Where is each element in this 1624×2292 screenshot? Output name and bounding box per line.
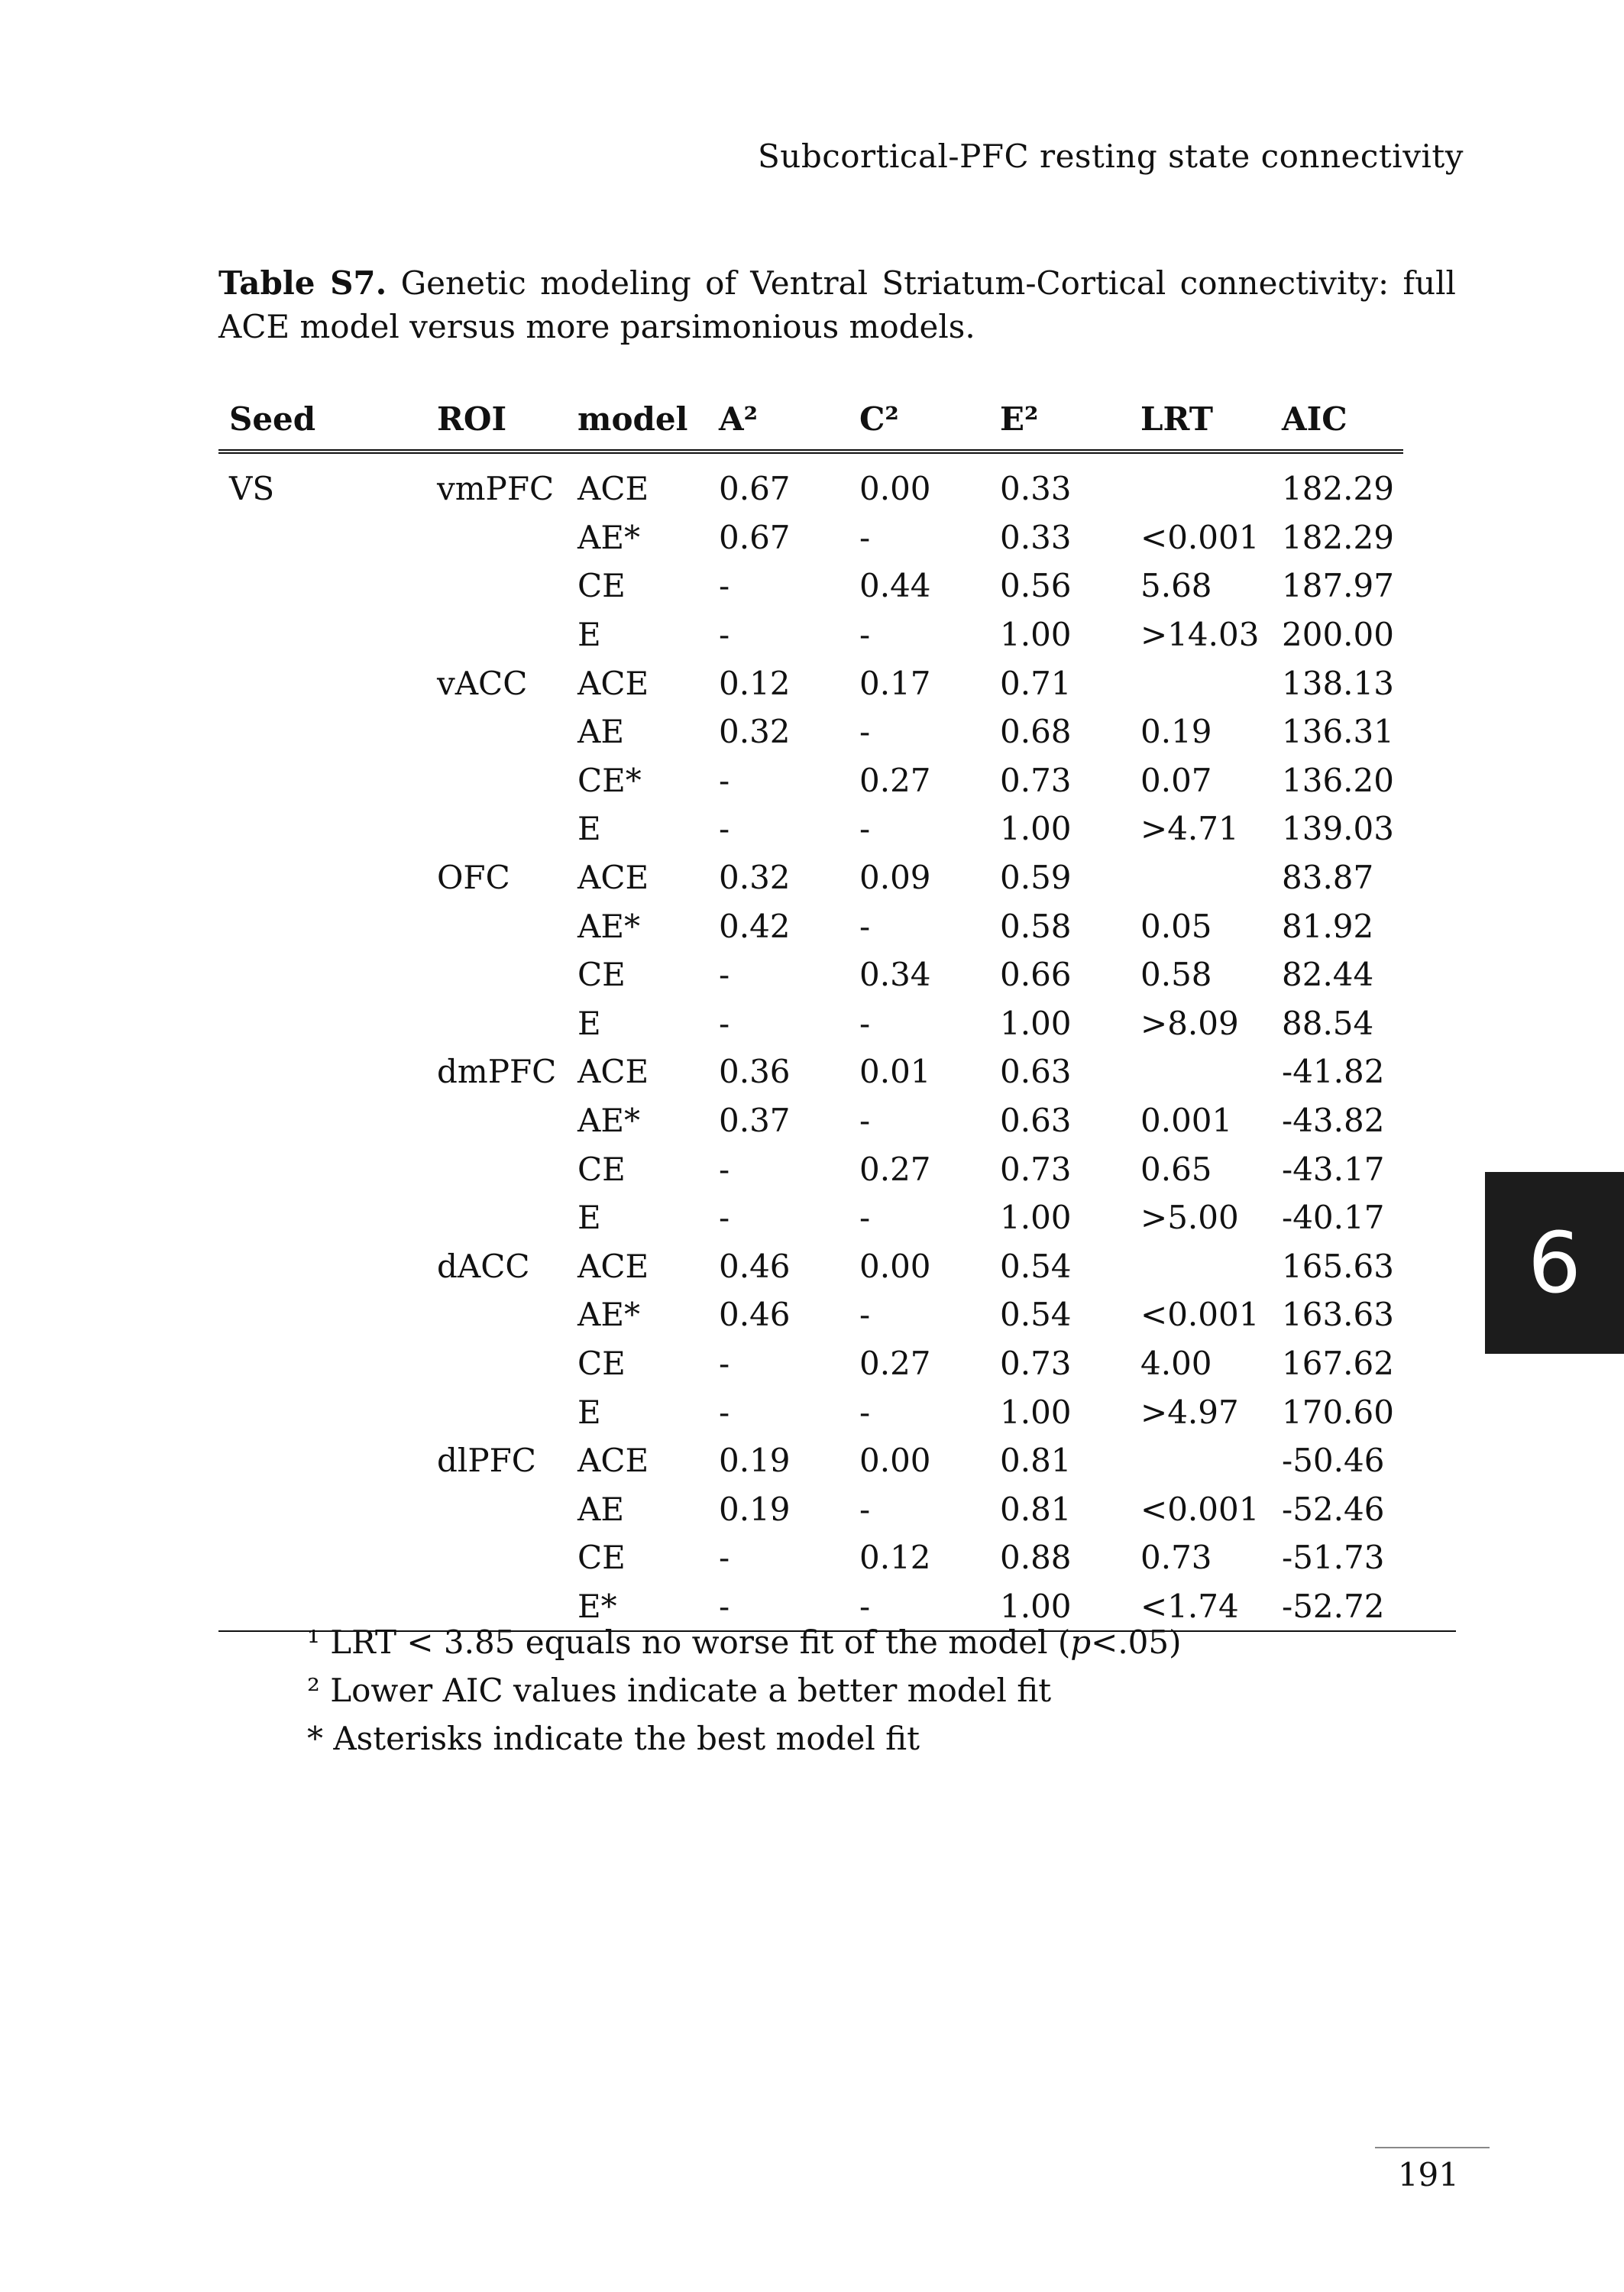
cell-aic: -43.17 xyxy=(1282,1150,1385,1188)
cell-model: CE xyxy=(577,956,626,994)
cell-e2: 0.68 xyxy=(1000,713,1072,751)
cell-a2: 0.46 xyxy=(719,1296,791,1334)
cell-aic: 136.31 xyxy=(1282,713,1394,751)
cell-model: AE* xyxy=(577,907,640,945)
cell-seed xyxy=(218,1193,426,1242)
cell-e2: 0.73 xyxy=(1000,1344,1072,1382)
cell-aic: 136.20 xyxy=(1282,761,1394,799)
cell-lrt: >8.09 xyxy=(1140,1004,1239,1042)
cell-lrt xyxy=(1130,1047,1271,1096)
cell-model: AE xyxy=(577,1490,624,1528)
table-caption xyxy=(218,261,1456,348)
cell-roi: vmPFC xyxy=(437,470,555,508)
cell-a2: - xyxy=(719,1150,730,1188)
cell-e2: 0.71 xyxy=(1000,664,1072,702)
cell-a2: 0.19 xyxy=(719,1490,791,1528)
header-c2: C² xyxy=(849,388,989,452)
cell-roi xyxy=(426,1339,567,1388)
table-row xyxy=(218,659,1456,707)
header-spacer xyxy=(1403,388,1456,452)
cell-e2: 0.88 xyxy=(1000,1539,1072,1577)
page-number-rule xyxy=(1375,2147,1490,2148)
row-spacer xyxy=(1403,452,1456,513)
note-aic: ² Lower AIC values indicate a better model fit xyxy=(307,1672,1052,1709)
cell-lrt: <0.001 xyxy=(1140,518,1260,556)
chapter-tab: 6 xyxy=(1485,1172,1624,1354)
running-head: Subcortical-PFC resting state connectivity xyxy=(758,138,1464,175)
cell-aic: 88.54 xyxy=(1282,1004,1374,1042)
cell-lrt: 5.68 xyxy=(1140,567,1212,605)
cell-c2: - xyxy=(859,1393,871,1431)
table-row xyxy=(218,1484,1456,1533)
cell-c2: 0.27 xyxy=(859,761,931,799)
cell-seed xyxy=(218,1047,426,1096)
note-lrt-p: p xyxy=(1070,1624,1092,1661)
cell-model: AE* xyxy=(577,1102,640,1140)
cell-roi xyxy=(426,1193,567,1242)
cell-a2: 0.67 xyxy=(719,470,791,508)
cell-c2: - xyxy=(859,1199,871,1237)
row-spacer xyxy=(1403,707,1456,756)
cell-c2: - xyxy=(859,1004,871,1042)
cell-a2: 0.36 xyxy=(719,1053,791,1091)
cell-c2: 0.00 xyxy=(859,470,931,508)
cell-e2: 0.59 xyxy=(1000,859,1072,897)
cell-model: CE xyxy=(577,1150,626,1188)
row-spacer xyxy=(1403,950,1456,999)
cell-a2: - xyxy=(719,1199,730,1237)
cell-lrt: 4.00 xyxy=(1140,1344,1212,1382)
cell-roi xyxy=(426,562,567,610)
cell-e2: 1.00 xyxy=(1000,616,1072,654)
cell-e2: 0.73 xyxy=(1000,761,1072,799)
table-row xyxy=(218,756,1456,805)
table-row xyxy=(218,1144,1456,1193)
cell-aic: 182.29 xyxy=(1282,470,1394,508)
cell-a2: - xyxy=(719,1004,730,1042)
cell-a2: - xyxy=(719,810,730,848)
cell-c2: 0.27 xyxy=(859,1344,931,1382)
cell-seed xyxy=(218,707,426,756)
cell-aic: -41.82 xyxy=(1282,1053,1385,1091)
table-row xyxy=(218,610,1456,659)
cell-e2: 1.00 xyxy=(1000,1199,1072,1237)
cell-model: ACE xyxy=(577,1247,649,1285)
cell-lrt: <0.001 xyxy=(1140,1490,1260,1528)
row-spacer xyxy=(1403,1582,1456,1632)
cell-lrt xyxy=(1130,1242,1271,1291)
cell-seed xyxy=(218,1096,426,1145)
row-spacer xyxy=(1403,1047,1456,1096)
cell-aic: 170.60 xyxy=(1282,1393,1394,1431)
cell-roi xyxy=(426,950,567,999)
cell-roi xyxy=(426,1096,567,1145)
cell-e2: 0.81 xyxy=(1000,1490,1072,1528)
note-lrt-post: <.05) xyxy=(1091,1624,1182,1661)
cell-e2: 1.00 xyxy=(1000,1004,1072,1042)
cell-lrt: >4.97 xyxy=(1140,1393,1239,1431)
table-notes xyxy=(307,1618,1182,1763)
cell-model: ACE xyxy=(577,664,649,702)
row-spacer xyxy=(1403,1290,1456,1339)
cell-a2: - xyxy=(719,1344,730,1382)
cell-model: AE xyxy=(577,713,624,751)
cell-aic: 138.13 xyxy=(1282,664,1394,702)
cell-roi xyxy=(426,1533,567,1582)
cell-a2: - xyxy=(719,956,730,994)
cell-seed xyxy=(218,562,426,610)
cell-a2: - xyxy=(719,761,730,799)
cell-model: CE xyxy=(577,1344,626,1382)
cell-a2: - xyxy=(719,616,730,654)
cell-e2: 0.33 xyxy=(1000,470,1072,508)
cell-c2: 0.00 xyxy=(859,1442,931,1480)
cell-roi xyxy=(426,513,567,562)
cell-a2: - xyxy=(719,567,730,605)
row-spacer xyxy=(1403,562,1456,610)
cell-e2: 0.81 xyxy=(1000,1442,1072,1480)
cell-lrt xyxy=(1130,1436,1271,1485)
cell-lrt xyxy=(1130,659,1271,707)
table-row xyxy=(218,452,1456,513)
cell-roi xyxy=(426,1484,567,1533)
genetic-modeling-table xyxy=(218,388,1456,1632)
cell-model: E* xyxy=(567,1582,708,1632)
row-spacer xyxy=(1403,610,1456,659)
table-row xyxy=(218,804,1456,853)
header-roi: ROI xyxy=(426,388,567,452)
cell-a2: - xyxy=(719,1539,730,1577)
cell-model: ACE xyxy=(577,470,649,508)
row-spacer xyxy=(1403,1484,1456,1533)
cell-e2: 0.58 xyxy=(1000,907,1072,945)
cell-a2: - xyxy=(719,1393,730,1431)
cell-aic: -51.73 xyxy=(1282,1539,1385,1577)
row-spacer xyxy=(1403,1436,1456,1485)
row-spacer xyxy=(1403,1096,1456,1145)
table-row xyxy=(218,1387,1456,1436)
cell-aic: 182.29 xyxy=(1282,518,1394,556)
cell-seed xyxy=(218,1144,426,1193)
caption-label: Table S7. xyxy=(218,264,387,302)
cell-c2: - xyxy=(859,1296,871,1334)
cell-model: CE xyxy=(577,1539,626,1577)
cell-roi xyxy=(426,1144,567,1193)
table-row xyxy=(218,1047,1456,1096)
cell-c2: 0.12 xyxy=(859,1539,931,1577)
cell-model: AE* xyxy=(577,1296,640,1334)
cell-seed xyxy=(218,1484,426,1533)
note-lrt xyxy=(307,1618,1182,1666)
header-aic: AIC xyxy=(1271,388,1403,452)
cell-model: ACE xyxy=(577,1053,649,1091)
cell-seed xyxy=(218,756,426,805)
cell-c2: 0.27 xyxy=(859,1150,931,1188)
cell-lrt xyxy=(1130,452,1271,513)
note-asterisk: * Asterisks indicate the best model fit xyxy=(307,1720,920,1757)
row-spacer xyxy=(1403,853,1456,902)
page-number: 191 xyxy=(1397,2156,1459,2193)
row-spacer xyxy=(1403,1242,1456,1291)
cell-c2: - xyxy=(859,1102,871,1140)
cell-e2: 0.66 xyxy=(1000,956,1072,994)
cell-seed xyxy=(218,999,426,1048)
cell-c2: 0.17 xyxy=(859,664,931,702)
cell-roi xyxy=(426,707,567,756)
cell-lrt xyxy=(1130,853,1271,902)
header-seed: Seed xyxy=(218,388,426,452)
cell-seed xyxy=(218,1290,426,1339)
cell-c2: - xyxy=(859,1490,871,1528)
cell-model: E xyxy=(577,810,601,848)
cell-model: CE xyxy=(577,567,626,605)
row-spacer xyxy=(1403,756,1456,805)
cell-seed xyxy=(218,513,426,562)
caption-text: Genetic modeling of Ventral Striatum-Cortical connectivity: full ACE model versus more parsimonious models. xyxy=(218,264,1456,345)
cell-roi: dmPFC xyxy=(437,1053,557,1091)
cell-a2: 0.32 xyxy=(719,713,791,751)
header-lrt: LRT xyxy=(1130,388,1271,452)
cell-seed xyxy=(218,902,426,950)
cell-seed xyxy=(218,659,426,707)
cell-roi: OFC xyxy=(437,859,510,897)
cell-model: ACE xyxy=(577,859,649,897)
cell-aic: -52.72 xyxy=(1271,1582,1403,1632)
cell-c2: - xyxy=(859,907,871,945)
cell-c2: - xyxy=(859,810,871,848)
cell-aic: 163.63 xyxy=(1282,1296,1394,1334)
table-row xyxy=(218,562,1456,610)
cell-roi xyxy=(426,902,567,950)
cell-c2: - xyxy=(849,1582,989,1632)
cell-aic: 139.03 xyxy=(1282,810,1394,848)
row-spacer xyxy=(1403,1339,1456,1388)
cell-a2: 0.37 xyxy=(719,1102,791,1140)
cell-model: E xyxy=(577,1393,601,1431)
cell-aic: 167.62 xyxy=(1282,1344,1394,1382)
table-row xyxy=(218,902,1456,950)
cell-lrt: 0.19 xyxy=(1140,713,1212,751)
cell-aic: -50.46 xyxy=(1282,1442,1385,1480)
note-lrt-pre: ¹ LRT < 3.85 equals no worse fit of the model ( xyxy=(307,1624,1071,1661)
cell-aic: 82.44 xyxy=(1282,956,1374,994)
cell-aic: -43.82 xyxy=(1282,1102,1385,1140)
cell-c2: 0.34 xyxy=(859,956,931,994)
cell-aic: 187.97 xyxy=(1282,567,1394,605)
cell-seed xyxy=(218,1339,426,1388)
cell-a2: 0.67 xyxy=(719,518,791,556)
row-spacer xyxy=(1403,902,1456,950)
cell-roi: dlPFC xyxy=(437,1442,536,1480)
cell-model: E xyxy=(577,1199,601,1237)
header-e2: E² xyxy=(989,388,1130,452)
cell-seed xyxy=(218,610,426,659)
cell-lrt: 0.58 xyxy=(1140,956,1212,994)
cell-c2: 0.44 xyxy=(859,567,931,605)
table-row xyxy=(218,1339,1456,1388)
cell-a2: - xyxy=(708,1582,849,1632)
cell-c2: 0.00 xyxy=(859,1247,931,1285)
table-row xyxy=(218,1096,1456,1145)
cell-seed xyxy=(218,1242,426,1291)
cell-seed xyxy=(218,1533,426,1582)
cell-e2: 0.63 xyxy=(1000,1053,1072,1091)
cell-e2: 0.54 xyxy=(1000,1296,1072,1334)
cell-a2: 0.42 xyxy=(719,907,791,945)
cell-model: CE* xyxy=(577,761,642,799)
cell-lrt: >14.03 xyxy=(1140,616,1260,654)
cell-lrt: 0.05 xyxy=(1140,907,1212,945)
table-body xyxy=(218,452,1456,1631)
cell-e2: 1.00 xyxy=(1000,1393,1072,1431)
cell-a2: 0.12 xyxy=(719,664,791,702)
cell-aic: 165.63 xyxy=(1282,1247,1394,1285)
cell-roi xyxy=(426,999,567,1048)
row-spacer xyxy=(1403,999,1456,1048)
cell-c2: - xyxy=(859,616,871,654)
cell-a2: 0.32 xyxy=(719,859,791,897)
cell-lrt: <0.001 xyxy=(1140,1296,1260,1334)
table-row xyxy=(218,853,1456,902)
cell-lrt: 0.001 xyxy=(1140,1102,1233,1140)
table-row xyxy=(218,1290,1456,1339)
header-model: model xyxy=(567,388,708,452)
table-row xyxy=(218,1193,1456,1242)
cell-seed xyxy=(218,804,426,853)
cell-lrt: <1.74 xyxy=(1130,1582,1271,1632)
cell-a2: 0.19 xyxy=(719,1442,791,1480)
row-spacer xyxy=(1403,804,1456,853)
table-header-row xyxy=(218,388,1456,452)
cell-roi: dACC xyxy=(437,1247,530,1285)
cell-roi xyxy=(426,804,567,853)
header-a2: A² xyxy=(708,388,849,452)
table-row xyxy=(218,513,1456,562)
cell-model: ACE xyxy=(577,1442,649,1480)
cell-e2: 1.00 xyxy=(989,1582,1130,1632)
cell-roi: vACC xyxy=(437,664,528,702)
row-spacer xyxy=(1403,1193,1456,1242)
cell-e2: 0.63 xyxy=(1000,1102,1072,1140)
table-row xyxy=(218,1242,1456,1291)
table-row xyxy=(218,950,1456,999)
cell-aic: 83.87 xyxy=(1282,859,1374,897)
cell-c2: - xyxy=(859,518,871,556)
cell-c2: - xyxy=(859,713,871,751)
cell-aic: 200.00 xyxy=(1282,616,1394,654)
table-row xyxy=(218,1436,1456,1485)
row-spacer xyxy=(1403,659,1456,707)
cell-aic: -40.17 xyxy=(1282,1199,1385,1237)
cell-e2: 1.00 xyxy=(1000,810,1072,848)
cell-c2: 0.01 xyxy=(859,1053,931,1091)
cell-c2: 0.09 xyxy=(859,859,931,897)
cell-e2: 0.54 xyxy=(1000,1247,1072,1285)
cell-lrt: 0.07 xyxy=(1140,761,1212,799)
cell-lrt: 0.73 xyxy=(1140,1539,1212,1577)
table-row xyxy=(218,999,1456,1048)
cell-seed xyxy=(218,853,426,902)
cell-roi xyxy=(426,610,567,659)
row-spacer xyxy=(1403,1387,1456,1436)
cell-model: AE* xyxy=(577,518,640,556)
row-spacer xyxy=(1403,513,1456,562)
table-row xyxy=(218,707,1456,756)
cell-roi xyxy=(426,756,567,805)
cell-lrt: 0.65 xyxy=(1140,1150,1212,1188)
cell-aic: 81.92 xyxy=(1282,907,1374,945)
cell-seed xyxy=(218,1436,426,1485)
cell-model: E xyxy=(577,1004,601,1042)
table-row xyxy=(218,1533,1456,1582)
row-spacer xyxy=(1403,1533,1456,1582)
cell-lrt: >5.00 xyxy=(1140,1199,1239,1237)
cell-seed xyxy=(218,1387,426,1436)
cell-e2: 0.33 xyxy=(1000,518,1072,556)
cell-lrt: >4.71 xyxy=(1140,810,1239,848)
cell-roi xyxy=(426,1387,567,1436)
cell-model: E xyxy=(577,616,601,654)
cell-e2: 0.56 xyxy=(1000,567,1072,605)
cell-seed xyxy=(218,950,426,999)
cell-roi xyxy=(426,1290,567,1339)
cell-seed: VS xyxy=(229,470,275,508)
cell-a2: 0.46 xyxy=(719,1247,791,1285)
row-spacer xyxy=(1403,1144,1456,1193)
cell-e2: 0.73 xyxy=(1000,1150,1072,1188)
cell-aic: -52.46 xyxy=(1282,1490,1385,1528)
